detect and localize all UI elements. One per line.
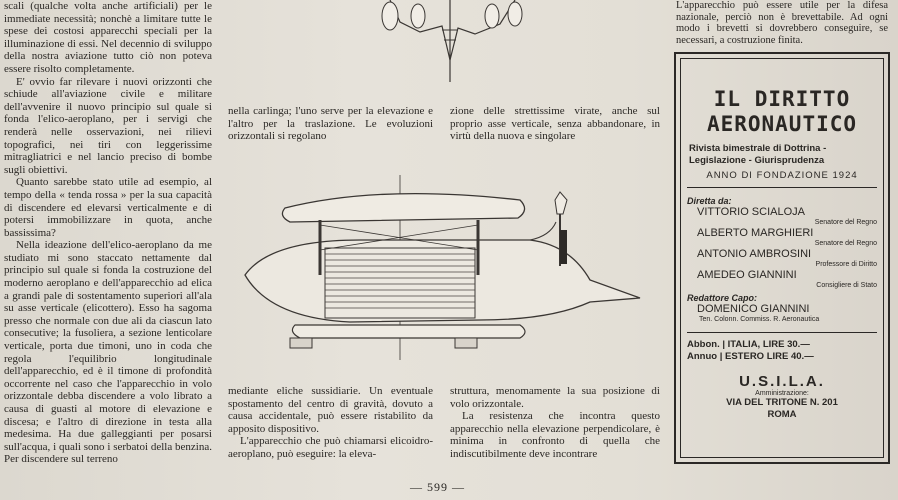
director-name: VITTORIO SCIALOJA xyxy=(697,206,805,218)
top-right-text xyxy=(676,0,888,46)
paragraph: E' ovvio far rilevare i nuovi orizzonti che schiude all'aviazione civile e militare dell'avvenire il nuovo principio sul quale si fonda l'elico-aeroplano, per i servigi che renderà nelle osservazioni, nei rilievi topografici, nei tiri con leggerissime mitragliatrici e nel lancio preciso di bombe sugli obiettivi. xyxy=(4,75,212,176)
director-role: Consigliere di Stato xyxy=(816,282,877,289)
journal-subtitle-line2: Legislazione - Giurisprudenza xyxy=(689,155,825,166)
publisher-name: U.S.I.L.A. xyxy=(739,373,825,390)
page-number: — 599 — xyxy=(410,480,465,494)
paragraph: nella carlinga; l'uno serve per la elevazione e l'altro per la traslazione. Le evoluzioni orizzontali si regolano xyxy=(228,105,433,143)
director-role: Professore di Diritto xyxy=(815,261,877,268)
middle-text-top xyxy=(228,105,433,143)
chief-editor-role: Ten. Colonn. Commiss. R. Aeronautica xyxy=(699,316,820,323)
paragraph: zione delle strettissime virate, anche sul proprio asse verticale, senza abbandonare, in virtù della nuova e singolare xyxy=(450,105,660,143)
subscription-italy: Abbon. | ITALIA, LIRE 30.— xyxy=(687,339,810,350)
chief-editor-label: Redattore Capo: xyxy=(687,293,758,303)
publisher-city: ROMA xyxy=(767,409,797,420)
director-role: Senatore del Regno xyxy=(814,219,877,226)
divider xyxy=(687,332,877,333)
paragraph: Quanto sarebbe stato utile ad esempio, al tempo della « tenda rossa » per la sua capacità di discendere ed elevarsi verticalmente e di potersi immobilizzare in quota, anche bassissima? xyxy=(4,176,212,239)
directed-by-label: Diretta da: xyxy=(687,196,732,206)
subscription-abroad: Annuo | ESTERO LIRE 40.— xyxy=(687,351,814,362)
aircraft-side-view-illustration xyxy=(230,170,650,360)
director-role: Senatore del Regno xyxy=(814,240,877,247)
journal-subtitle-line1: Rivista bimestrale di Dottrina - xyxy=(689,143,827,154)
journal-title-line1: IL DIRITTO xyxy=(713,87,851,111)
chief-editor-name: DOMENICO GIANNINI xyxy=(697,303,810,315)
aircraft-illustration-top xyxy=(300,0,630,90)
paragraph: Nella ideazione dell'elico-aeroplano da me studiato mi sono staccato nettamente dal principio sul quale si fonda la costruzione del moderno aeroplano e dell'apparecchio ad elica a grandi pale di sostentamento superiori all'ala su asse verticale (elicottero). Esso ha sagoma presso che normale con due ali da ciascun lato consecutive; la fusoliera, a sezione lenticolare verticale, porta due timoni, uno in coda che regola l'equilibrio longitudinale dell'apparecchio, ed è il timone di profondità occorrente nel caso che l'apparecchio in volo orizzontale debba discendere a volo librato a causa di guasti al motore di elevazione e discesa; e l'altro di direzione in testa alla medesima. Ha due galleggianti per posarsi sull'acqua, i quali sono i serbatoi della benzina. Per discendere sul terreno xyxy=(4,239,212,466)
journal-advert-box xyxy=(674,52,890,464)
right-text-top xyxy=(450,105,660,143)
right-text-bottom xyxy=(450,385,660,461)
paragraph: La resistenza che incontra questo apparecchio nella elevazione perpendicolare, è minima in confronto di quella che indiscutibilmente deve incontrare xyxy=(450,410,660,460)
director-name: AMEDEO GIANNINI xyxy=(697,269,797,281)
director-name: ANTONIO AMBROSINI xyxy=(697,248,812,260)
paragraph: L'apparecchio che può chiamarsi elicoidro-aeroplano, può eseguire: la eleva- xyxy=(228,435,433,460)
paragraph: scali (qualche volta anche artificiali) per le immediate necessità; nonchè a limitare tutte le spese dei costosi apparecchi speciali per la illuminazione di essi. Nel decennio di sviluppo della nostra aviazione tutto ciò non poteva essere risolto completamente. xyxy=(4,0,212,75)
publisher-address: VIA DEL TRITONE N. 201 xyxy=(726,397,838,408)
paragraph: struttura, menomamente la sua posizione di volo orizzontale. xyxy=(450,385,660,410)
middle-text-bottom xyxy=(228,385,433,461)
paragraph: L'apparecchio può essere utile per la difesa nazionale, perciò non è brevettabile. Ad ogni modo i brevetti si dovrebbero conseguire, se necessari, a costruzione finita. xyxy=(676,0,888,46)
director-name: ALBERTO MARGHIERI xyxy=(697,227,814,239)
left-text-column xyxy=(4,0,212,466)
journal-title-line2: AERONAUTICO xyxy=(706,112,858,136)
founding-year: ANNO DI FONDAZIONE 1924 xyxy=(687,170,877,188)
journal-advert-inner xyxy=(680,58,884,458)
administration-label: Amministrazione: xyxy=(755,390,809,397)
paragraph: mediante eliche sussidiarie. Un eventuale spostamento del centro di gravità, dovuto a causa accidentale, può essere ristabilito da apposito dispositivo. xyxy=(228,385,433,435)
